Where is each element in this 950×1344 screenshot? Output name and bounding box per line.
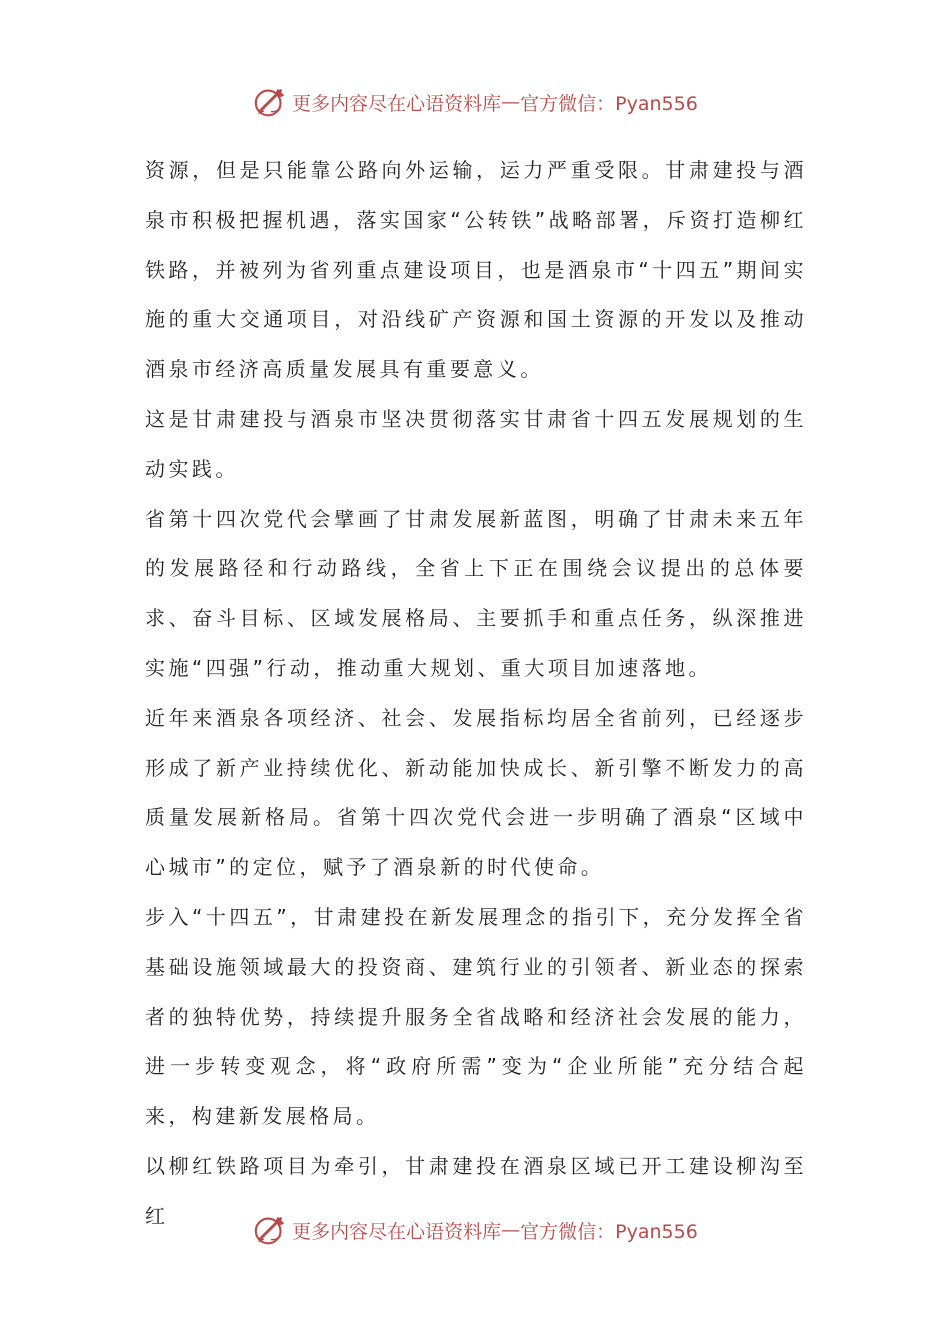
header-wechat-text: 官方微信：Pyan556: [520, 92, 698, 115]
paragraph: 省第十四次党代会擘画了甘肃发展新蓝图，明确了甘肃未来五年的发展路径和行动路线，全省上下正在围绕会议提出的总体要求、奋斗目标、区域发展格局、主要抓手和重点任务，纵深推进实施“四强”行动，推动重大规划、重大项目加速落地。: [145, 506, 807, 680]
footer-site-text: 更多内容尽在心语资料库: [292, 1220, 502, 1243]
paragraph: 以柳红铁路项目为牵引，甘肃建投在酒泉区域已开工建设柳沟至红: [145, 1153, 807, 1228]
document-body: [145, 146, 807, 1242]
footer-watermark-banner: [0, 1210, 950, 1250]
header-site-text: 更多内容尽在心语资料库: [292, 92, 502, 115]
footer-dash: —: [501, 1219, 521, 1241]
paragraph: 这是甘肃建投与酒泉市坚决贯彻落实甘肃省十四五发展规划的生动实践。: [145, 406, 807, 481]
paragraph: 近年来酒泉各项经济、社会、发展指标均居全省前列，已经逐步形成了新产业持续优化、新动能加快成长、新引擎不断发力的高质量发展新格局。省第十四次党代会进一步明确了酒泉“区域中心城市”的定位，赋予了酒泉新的时代使命。: [145, 705, 807, 880]
pen-logo-icon: [252, 83, 290, 121]
paragraph: 资源，但是只能靠公路向外运输，运力严重受限。甘肃建投与酒泉市积极把握机遇，落实国家“公转铁”战略部署，斥资打造柳红铁路，并被列为省列重点建设项目，也是酒泉市“十四五”期间实施的重大交通项目，对沿线矿产资源和国土资源的开发以及推动酒泉市经济高质量发展具有重要意义。: [145, 158, 807, 382]
pen-logo-icon: [252, 1211, 290, 1249]
header-watermark-banner: [0, 82, 950, 122]
paragraph: 步入“十四五”，甘肃建投在新发展理念的指引下，充分发挥全省基础设施领域最大的投资商、建筑行业的引领者、新业态的探索者的独特优势，持续提升服务全省战略和经济社会发展的能力，进一步转变观念，将“政府所需”变为“企业所能”充分结合起来，构建新发展格局。: [145, 904, 807, 1129]
header-dash: —: [501, 91, 521, 113]
footer-wechat-text: 官方微信：Pyan556: [520, 1220, 698, 1243]
